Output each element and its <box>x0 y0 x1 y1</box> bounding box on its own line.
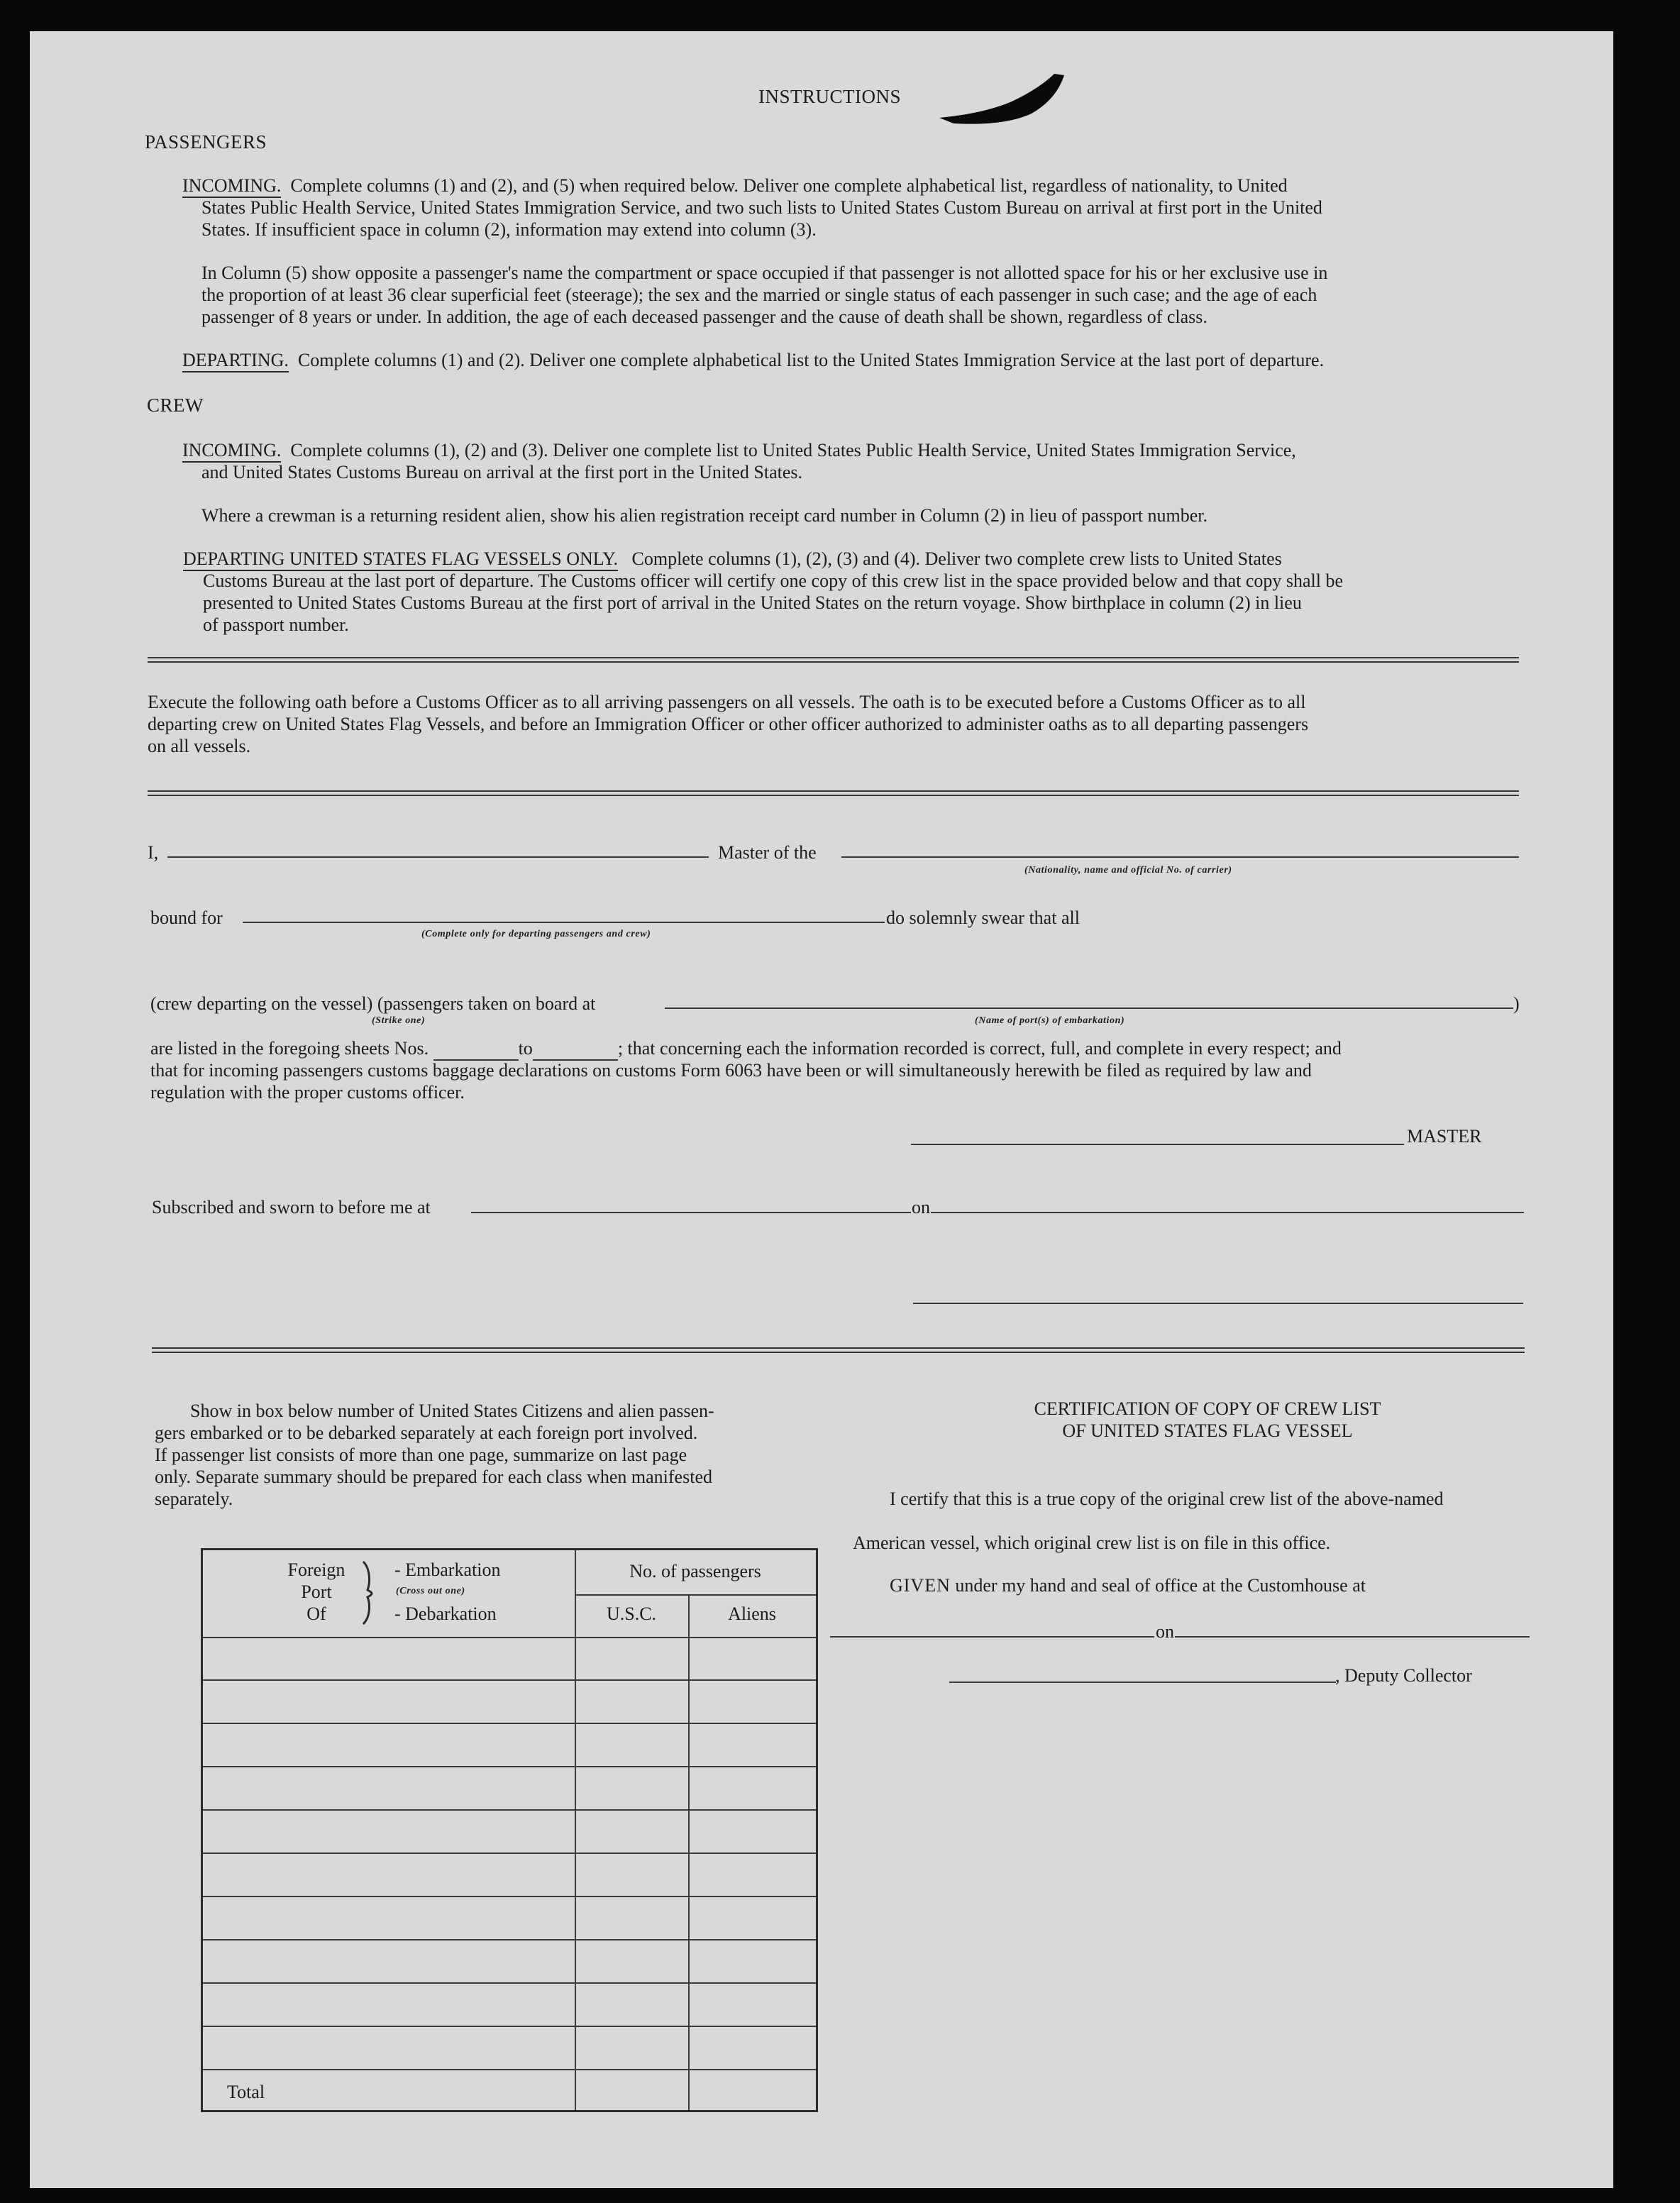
passengers-incoming-line-2: States Public Health Service, United States Immigration Service, and two such lists to United States Custom Bureau on arrival at first port in the United <box>201 197 1322 218</box>
crew-heading: CREW <box>147 394 204 416</box>
section-divider <box>148 657 1519 663</box>
passengers-incoming-line-1 <box>182 175 1288 197</box>
embarkation-label: - Embarkation <box>394 1559 501 1580</box>
ports-hint: (Name of port(s) of embarkation) <box>975 1015 1125 1026</box>
close-paren: ) <box>1513 993 1520 1014</box>
master-signature-field[interactable] <box>911 1144 1404 1145</box>
torn-paper-mark <box>939 74 1088 131</box>
crew-departing-line-2: Customs Bureau at the last port of departure. The Customs officer will certify one copy of this crew list in the space provided below and that copy shall be <box>203 570 1344 591</box>
sworn-place-field[interactable] <box>471 1212 911 1213</box>
table-row-divider <box>203 2026 816 2027</box>
customhouse-field[interactable] <box>830 1636 1154 1638</box>
deputy-signature-field[interactable] <box>949 1682 1336 1683</box>
given-line <box>890 1574 1366 1596</box>
passengers-incoming-text-1: Complete columns (1) and (2), and (5) when required below. Deliver one complete alphabetical list, regardless of nationality, to United <box>290 175 1288 196</box>
table-row-divider <box>203 1982 816 1984</box>
section-divider <box>148 790 1519 796</box>
crew-incoming-text-1: Complete columns (1), (2) and (3). Deliver one complete list to United States Public Health Service, United States Immigration Service, <box>290 440 1296 460</box>
swear-text: do solemnly swear that all <box>886 907 1080 928</box>
passengers-incoming-label: INCOMING. <box>182 175 281 198</box>
embarkation-ports-field[interactable] <box>665 1007 1513 1009</box>
aliens-header: Aliens <box>728 1603 776 1624</box>
summary-intro-line-1: Show in box below number of United States Citizens and alien passen- <box>190 1401 714 1421</box>
crew-incoming-label: INCOMING. <box>182 440 281 463</box>
master-label: MASTER <box>1407 1126 1482 1147</box>
given-label: GIVEN <box>890 1575 951 1596</box>
carrier-field[interactable] <box>841 856 1519 858</box>
crew-departing-line-1 <box>183 548 1282 570</box>
no-of-passengers-header: No. of passengers <box>629 1561 761 1581</box>
usc-header: U.S.C. <box>606 1603 657 1624</box>
certify-line-2: American vessel, which original crew list is on file in this office. <box>853 1533 1331 1553</box>
summary-intro-line-5: separately. <box>155 1489 233 1509</box>
oath-instruction-line-3: on all vessels. <box>148 736 251 756</box>
nationality-hint: (Nationality, name and official No. of carrier) <box>1024 865 1232 876</box>
oath-i-label: I, <box>148 842 159 863</box>
sworn-on-label: on <box>912 1197 930 1218</box>
debarkation-label: - Debarkation <box>394 1603 497 1624</box>
summary-intro <box>155 1400 813 1510</box>
passengers-departing-label: DEPARTING. <box>182 350 289 372</box>
table-row-divider <box>203 1766 816 1767</box>
oath-instruction-line-1: Execute the following oath before a Customs Officer as to all arriving passengers on all vessels. The oath is to be executed before a Customs Officer as to all <box>148 692 1306 712</box>
crew-resident-line: Where a crewman is a returning resident alien, show his alien registration receipt card number in Column (2) in lieu of passport number. <box>201 505 1208 526</box>
crew-incoming-line-2: and United States Customs Bureau on arrival at the first port in the United States. <box>201 462 803 482</box>
certification-title-2: OF UNITED STATES FLAG VESSEL <box>1062 1420 1353 1441</box>
crew-departing-label: DEPARTING UNITED STATES FLAG VESSELS ONLY. <box>183 548 618 571</box>
of-label: Of <box>306 1603 326 1624</box>
sheets-from-field[interactable] <box>433 1037 519 1061</box>
table-row-divider <box>203 1679 816 1681</box>
brace-icon <box>359 1559 380 1627</box>
column5-line-2: the proportion of at least 36 clear superficial feet (steerage); the sex and the married or single status of each passenger in such case; and the age of each <box>201 285 1317 305</box>
document-page <box>30 31 1613 2188</box>
foreign-label: Foreign <box>287 1559 346 1580</box>
listed-sheets-line <box>150 1037 1342 1061</box>
passengers-heading: PASSENGERS <box>145 131 267 153</box>
oath-instruction-line-2: departing crew on United States Flag Vessels, and before an Immigration Officer or other officer authorized to administer oaths as to all departing passengers <box>148 714 1309 734</box>
table-row-divider <box>203 1723 816 1724</box>
summary-intro-line-2: gers embarked or to be debarked separately at each foreign port involved. <box>155 1423 698 1443</box>
listed-suffix: ; that concerning each the information recorded is correct, full, and complete in every respect; and <box>617 1038 1342 1059</box>
summary-intro-line-4: only. Separate summary should be prepared for each class when manifested <box>155 1467 712 1487</box>
passengers-incoming-line-3: States. If insufficient space in column (2), information may extend into column (3). <box>201 219 817 240</box>
table-header-bottom <box>203 1637 816 1638</box>
oath-line-2: that for incoming passengers customs baggage declarations on customs Form 6063 have been or will simultaneously herewith be filed as required by law and <box>150 1060 1312 1081</box>
master-name-field[interactable] <box>167 856 709 858</box>
table-row-divider <box>203 1896 816 1897</box>
master-of-label: Master of the <box>718 842 817 863</box>
passengers-departing-line <box>182 349 1324 371</box>
cross-out-hint: (Cross out one) <box>396 1586 465 1596</box>
sworn-date-field[interactable] <box>931 1212 1524 1213</box>
crew-departing-label: (crew departing on the vessel) (passengers taken on board at <box>150 993 596 1014</box>
port-label: Port <box>301 1581 332 1602</box>
to-label: to <box>518 1038 533 1059</box>
table-row-divider <box>203 1809 816 1811</box>
sheets-to-field[interactable] <box>533 1037 618 1061</box>
subscribed-label: Subscribed and sworn to before me at <box>152 1197 431 1218</box>
section-divider <box>152 1347 1525 1353</box>
passengers-departing-text: Complete columns (1) and (2). Deliver one complete alphabetical list to the United States Immigration Service at the last port of departure. <box>297 350 1325 370</box>
bound-for-hint: (Complete only for departing passengers and crew) <box>421 929 651 939</box>
total-label: Total <box>227 2082 265 2102</box>
page-title: INSTRUCTIONS <box>758 86 902 107</box>
crew-incoming-line-1 <box>182 439 1296 461</box>
certification-title-1: CERTIFICATION OF COPY OF CREW LIST <box>1034 1398 1381 1419</box>
certification-date-field[interactable] <box>1175 1636 1530 1638</box>
table-row-divider <box>203 1939 816 1940</box>
listed-prefix: are listed in the foregoing sheets Nos. <box>150 1038 429 1059</box>
crew-departing-line-3: presented to United States Customs Bureau at the first port of arrival in the United States on the return voyage. Show birthplace in column (2) in lieu <box>203 592 1302 613</box>
table-row-divider <box>203 1853 816 1854</box>
certification-on-label: on <box>1156 1621 1174 1642</box>
certify-line-1: I certify that this is a true copy of the original crew list of the above-named <box>890 1489 1444 1509</box>
column5-line-1: In Column (5) show opposite a passenger's name the compartment or space occupied if that passenger is not allotted space for his or her exclusive use in <box>201 263 1328 283</box>
officer-signature-field[interactable] <box>913 1303 1523 1304</box>
deputy-collector-label: , Deputy Collector <box>1335 1665 1472 1686</box>
table-header-divider <box>575 1594 816 1596</box>
bound-for-label: bound for <box>150 907 223 928</box>
given-text: under my hand and seal of office at the Customhouse at <box>955 1575 1366 1596</box>
oath-line-3: regulation with the proper customs officer. <box>150 1082 465 1103</box>
strike-one-hint: (Strike one) <box>372 1015 426 1026</box>
crew-departing-line-4: of passport number. <box>203 614 349 635</box>
summary-intro-line-3: If passenger list consists of more than one page, summarize on last page <box>155 1445 687 1465</box>
column5-line-3: passenger of 8 years or under. In addition, the age of each deceased passenger and the cause of death shall be shown, regardless of class. <box>201 307 1208 327</box>
bound-for-field[interactable] <box>243 922 885 923</box>
table-row-divider <box>203 2069 816 2070</box>
crew-departing-text-1: Complete columns (1), (2), (3) and (4). Deliver two complete crew lists to United States <box>631 548 1282 569</box>
passenger-summary-table <box>201 1548 818 2112</box>
